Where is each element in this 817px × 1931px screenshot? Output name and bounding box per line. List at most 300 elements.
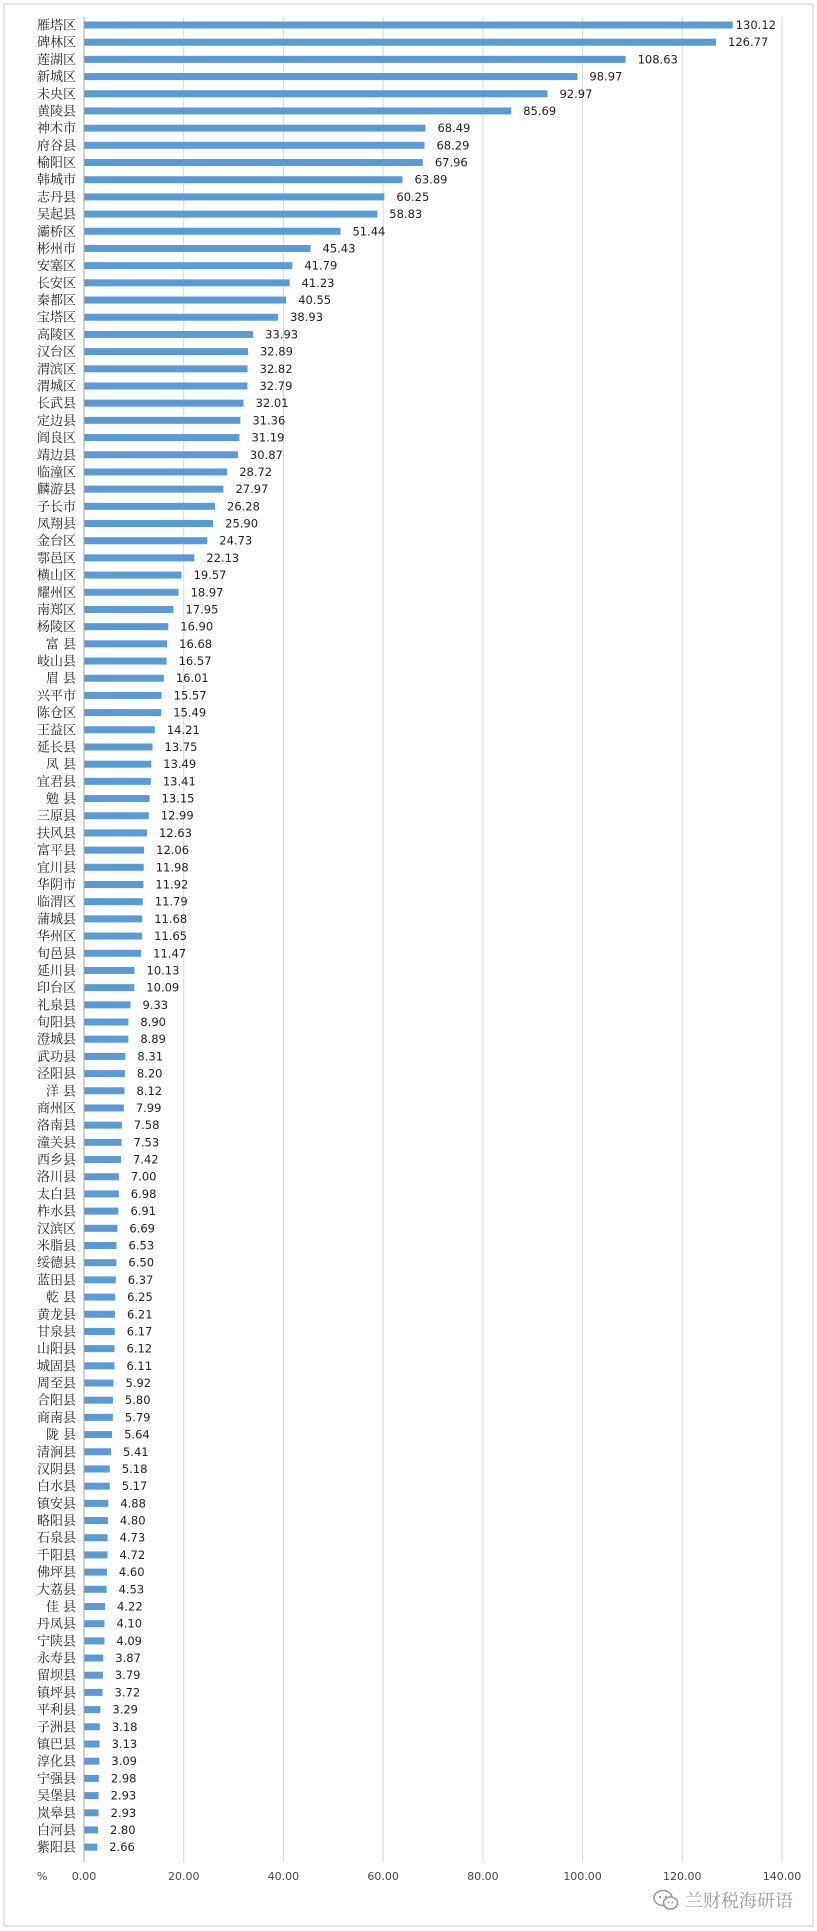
- bar: [85, 142, 425, 149]
- category-label: 新城区: [36, 70, 76, 86]
- category-label: 眉 县: [45, 671, 76, 687]
- data-label: 32.89: [259, 344, 293, 359]
- data-label: 68.49: [437, 121, 471, 136]
- data-label: 5.79: [124, 1410, 151, 1425]
- data-label: 3.13: [111, 1737, 138, 1751]
- category-label: 延长县: [36, 740, 76, 756]
- category-label: 镇坪县: [36, 1685, 76, 1701]
- bar: [85, 1844, 98, 1851]
- category-label: 陈仓区: [36, 706, 76, 722]
- x-tick-label: 0.00: [71, 1870, 97, 1883]
- data-label: 7.53: [133, 1135, 160, 1150]
- category-label: 合阳县: [36, 1393, 76, 1409]
- data-label: 31.36: [252, 413, 286, 428]
- category-label: 岐山县: [36, 654, 76, 670]
- data-label: 16.01: [175, 671, 209, 686]
- category-label: 阎良区: [36, 431, 76, 447]
- bar: [85, 915, 143, 922]
- data-label: 4.10: [116, 1616, 143, 1631]
- x-tick-label: 80.00: [467, 1870, 499, 1883]
- category-label: 白河县: [36, 1823, 76, 1839]
- bar: [85, 1569, 107, 1576]
- data-label: 11.79: [154, 894, 188, 909]
- data-label: 8.31: [137, 1049, 164, 1064]
- bar: [85, 107, 512, 114]
- bar: [85, 1534, 108, 1541]
- bar: [85, 417, 241, 424]
- category-label: 商州区: [36, 1101, 76, 1117]
- category-label: 韩城市: [36, 173, 76, 189]
- category-label: 金台区: [36, 534, 76, 550]
- category-label: 志丹县: [36, 190, 76, 206]
- category-label: 乾 县: [45, 1290, 76, 1306]
- category-label: 洛南县: [36, 1118, 76, 1134]
- bar: [85, 486, 224, 493]
- category-label: 长武县: [36, 396, 76, 412]
- bar: [85, 1483, 110, 1490]
- bar: [85, 451, 238, 458]
- data-label: 16.68: [179, 636, 213, 651]
- category-label: 佛坪县: [36, 1565, 76, 1581]
- category-label: 华州区: [36, 929, 76, 945]
- bar: [85, 812, 149, 819]
- category-label: 扶风县: [36, 826, 76, 842]
- bar: [85, 1173, 119, 1180]
- data-label: 51.44: [352, 224, 386, 239]
- category-label: 洋 县: [45, 1084, 76, 1100]
- bar: [85, 847, 145, 854]
- category-label: 陇 县: [45, 1428, 76, 1444]
- category-label: 鄠邑区: [36, 551, 76, 567]
- category-label: 莲湖区: [36, 52, 76, 68]
- x-tick-label: 140.00: [762, 1870, 802, 1883]
- data-label: 6.21: [126, 1307, 153, 1322]
- bar: [85, 1603, 106, 1610]
- bar: [85, 400, 244, 407]
- category-label: 米脂县: [36, 1238, 76, 1254]
- data-label: 11.47: [153, 946, 187, 961]
- category-label: 礼泉县: [36, 998, 76, 1014]
- data-label: 10.09: [146, 980, 180, 995]
- bar: [85, 1689, 103, 1696]
- data-label: 13.15: [161, 791, 195, 806]
- data-label: 126.77: [728, 35, 769, 50]
- data-label: 41.79: [304, 258, 338, 273]
- category-label: 甘泉县: [36, 1324, 76, 1340]
- category-label: 临潼区: [36, 465, 76, 481]
- bar: [85, 1087, 125, 1094]
- data-label: 11.92: [155, 877, 189, 892]
- watermark-text: 兰财税海研语: [685, 1891, 793, 1912]
- data-label: 4.73: [119, 1530, 146, 1545]
- bar: [85, 468, 228, 475]
- bar: [85, 864, 144, 871]
- category-label: 定边县: [36, 413, 76, 429]
- data-label: 3.09: [111, 1754, 138, 1769]
- bar: [85, 778, 151, 785]
- category-label: 横山区: [36, 568, 76, 584]
- bar: [85, 262, 293, 269]
- bar: [85, 279, 290, 286]
- bar: [85, 1586, 107, 1593]
- category-label: 南郑区: [36, 602, 76, 618]
- data-label: 10.13: [146, 963, 180, 978]
- category-label: 凤翔县: [36, 517, 76, 533]
- data-label: 11.68: [154, 911, 188, 926]
- category-label: 榆阳区: [36, 156, 76, 172]
- data-label: 5.92: [125, 1376, 152, 1391]
- category-label: 大荔县: [36, 1582, 76, 1598]
- category-label: 潼关县: [36, 1135, 76, 1151]
- bar: [85, 1758, 100, 1765]
- bar: [85, 1741, 100, 1748]
- data-label: 6.12: [126, 1341, 153, 1356]
- bar: [85, 1775, 99, 1782]
- data-label: 6.98: [130, 1186, 157, 1201]
- data-label: 13.75: [164, 739, 198, 754]
- bar: [85, 39, 717, 46]
- category-label: 黄陵县: [36, 104, 76, 120]
- bar: [85, 1448, 111, 1455]
- category-label: 山阳县: [36, 1342, 76, 1358]
- bar: [85, 1517, 108, 1524]
- bar: [85, 211, 378, 218]
- category-label: 宁陕县: [36, 1634, 76, 1650]
- data-label: 7.58: [133, 1118, 160, 1133]
- data-label: 3.87: [115, 1651, 141, 1666]
- category-label: 渭滨区: [36, 362, 76, 378]
- data-label: 26.28: [227, 499, 260, 514]
- category-label: 城固县: [36, 1359, 76, 1375]
- bar: [85, 606, 174, 613]
- category-label: 凤 县: [45, 757, 76, 773]
- bar: [85, 709, 162, 716]
- category-label: 留坝县: [36, 1668, 76, 1684]
- x-tick-label: 60.00: [367, 1870, 399, 1883]
- data-label: 5.41: [122, 1444, 149, 1459]
- category-label: 耀州区: [36, 585, 76, 601]
- data-label: 3.72: [114, 1685, 141, 1700]
- bar: [85, 1380, 114, 1387]
- data-label: 68.29: [436, 138, 470, 153]
- bar: [85, 1139, 122, 1146]
- bar: [85, 1156, 121, 1163]
- bar: [85, 1620, 105, 1627]
- data-label: 30.87: [249, 447, 283, 462]
- bar: [85, 1070, 125, 1077]
- data-label: 7.00: [130, 1169, 157, 1184]
- category-label: 碑林区: [36, 35, 76, 51]
- bar: [85, 1465, 110, 1472]
- data-label: 92.97: [559, 86, 593, 101]
- bar: [85, 761, 152, 768]
- category-label: 兴平市: [36, 688, 76, 704]
- category-label: 紫阳县: [36, 1840, 76, 1856]
- data-label: 4.22: [117, 1599, 143, 1614]
- data-label: 28.72: [239, 464, 273, 479]
- data-label: 4.53: [118, 1582, 145, 1597]
- data-label: 4.60: [118, 1565, 145, 1580]
- category-label: 汉阴县: [36, 1462, 76, 1478]
- data-label: 33.93: [265, 327, 299, 342]
- bar: [85, 1225, 118, 1232]
- data-label: 6.50: [128, 1255, 155, 1270]
- bar: [85, 1122, 122, 1129]
- category-label: 武功县: [36, 1049, 76, 1065]
- bar: [85, 1706, 101, 1713]
- data-label: 6.11: [126, 1358, 153, 1373]
- category-label: 泾阳县: [36, 1067, 76, 1083]
- bar: [85, 297, 287, 304]
- bar: [85, 193, 385, 200]
- data-label: 16.90: [180, 619, 214, 634]
- bar: [85, 795, 150, 802]
- category-label: 三原县: [36, 809, 76, 825]
- data-label: 24.73: [219, 533, 253, 548]
- category-label: 高陵区: [36, 327, 76, 343]
- category-label: 靖边县: [36, 448, 76, 464]
- bar: [85, 1259, 117, 1266]
- data-label: 38.93: [290, 310, 324, 325]
- data-label: 8.12: [136, 1083, 163, 1098]
- bar: [85, 382, 248, 389]
- category-label: 雁塔区: [36, 18, 76, 34]
- bar: [85, 331, 254, 338]
- wechat-icon: [653, 1889, 679, 1911]
- bar: [85, 984, 135, 991]
- data-label: 32.82: [259, 361, 293, 376]
- bar: [85, 1242, 117, 1249]
- bar: [85, 228, 341, 235]
- category-label: 淳化县: [36, 1754, 76, 1770]
- data-label: 11.98: [155, 860, 189, 875]
- category-label: 平利县: [36, 1703, 76, 1719]
- data-label: 9.33: [142, 997, 169, 1012]
- category-label: 勉 县: [45, 792, 76, 808]
- bar: [85, 1311, 115, 1318]
- data-label: 2.93: [110, 1805, 137, 1820]
- data-label: 13.41: [162, 774, 196, 789]
- category-label: 安塞区: [36, 259, 76, 275]
- category-label: 千阳县: [36, 1548, 76, 1564]
- data-label: 63.89: [414, 172, 448, 187]
- bar: [85, 572, 182, 579]
- data-label: 12.06: [156, 843, 190, 858]
- category-label: 白水县: [36, 1479, 76, 1495]
- data-label: 6.25: [127, 1290, 153, 1305]
- category-label: 府谷县: [36, 138, 76, 154]
- data-label: 60.25: [396, 189, 430, 204]
- bar: [85, 1104, 124, 1111]
- bar: [85, 537, 208, 544]
- bar: [85, 1328, 115, 1335]
- data-label: 5.64: [124, 1427, 150, 1442]
- bar: [85, 1345, 115, 1352]
- data-label: 8.89: [140, 1032, 166, 1047]
- bar: [85, 950, 142, 957]
- bar: [85, 1190, 119, 1197]
- category-label: 宜君县: [36, 774, 76, 790]
- data-label: 4.80: [119, 1513, 146, 1528]
- category-label: 岚皋县: [36, 1806, 76, 1822]
- bar: [85, 829, 147, 836]
- bar: [85, 1723, 100, 1730]
- data-label: 5.18: [121, 1461, 148, 1476]
- category-label: 太白县: [36, 1187, 76, 1203]
- x-tick-label: 40.00: [267, 1870, 300, 1883]
- category-label: 汉台区: [36, 345, 76, 361]
- data-label: 27.97: [235, 482, 269, 497]
- data-label: 6.91: [130, 1204, 157, 1219]
- data-label: 13.49: [163, 757, 197, 772]
- data-label: 32.01: [255, 396, 289, 411]
- bar: [85, 90, 548, 97]
- category-label: 丹凤县: [36, 1617, 76, 1633]
- bar: [85, 159, 423, 166]
- x-tick-label: 100.00: [563, 1870, 602, 1883]
- bar: [85, 176, 403, 183]
- bar: [85, 692, 162, 699]
- category-label: 宜川县: [36, 860, 76, 876]
- bar: [85, 1809, 99, 1816]
- category-label: 永寿县: [36, 1651, 76, 1667]
- bar: [85, 898, 143, 905]
- bar: [85, 967, 135, 974]
- bar: [85, 1053, 126, 1060]
- data-label: 25.90: [225, 516, 259, 531]
- category-label: 印台区: [36, 981, 76, 997]
- category-label: 渭城区: [36, 379, 76, 395]
- category-label: 柞水县: [36, 1204, 76, 1220]
- data-label: 2.93: [110, 1788, 137, 1803]
- category-label: 神木市: [36, 121, 76, 137]
- category-label: 佳 县: [45, 1599, 76, 1615]
- data-label: 7.42: [132, 1152, 159, 1167]
- data-label: 6.37: [127, 1272, 154, 1287]
- category-label: 绥德县: [36, 1256, 76, 1272]
- data-label: 15.49: [173, 705, 207, 720]
- bar: [85, 22, 733, 29]
- data-label: 45.43: [322, 241, 356, 256]
- category-label: 子长市: [36, 499, 76, 515]
- category-label: 子洲县: [36, 1720, 76, 1736]
- bar: [85, 520, 214, 527]
- bar: [85, 314, 279, 321]
- category-label: 清涧县: [36, 1445, 76, 1461]
- bar: [85, 589, 179, 596]
- data-label: 58.83: [389, 207, 423, 222]
- bar: [85, 658, 167, 665]
- bar: [85, 1672, 103, 1679]
- bar: [85, 1551, 108, 1558]
- category-label: 富平县: [36, 843, 76, 859]
- data-label: 6.53: [128, 1238, 155, 1253]
- category-label: 吴堡县: [36, 1789, 76, 1805]
- data-label: 2.98: [110, 1771, 137, 1786]
- category-label: 周至县: [36, 1376, 76, 1392]
- bar: [85, 1019, 129, 1026]
- data-label: 6.17: [126, 1324, 153, 1339]
- category-label: 长安区: [36, 276, 76, 292]
- bar: [85, 743, 153, 750]
- data-label: 7.99: [135, 1100, 162, 1115]
- data-label: 41.23: [301, 275, 335, 290]
- category-label: 华阴市: [36, 878, 76, 893]
- x-tick-label: 20.00: [167, 1870, 200, 1883]
- category-label: 临渭区: [36, 895, 76, 911]
- bar: [85, 554, 195, 561]
- data-label: 31.19: [251, 430, 285, 445]
- category-label: 蒲城县: [36, 912, 76, 928]
- bar: [85, 933, 143, 940]
- category-label: 王益区: [36, 723, 76, 739]
- data-label: 4.09: [116, 1633, 143, 1648]
- category-label: 宝塔区: [36, 310, 76, 326]
- category-label: 商南县: [36, 1410, 76, 1426]
- data-label: 2.66: [109, 1840, 135, 1855]
- category-label: 黄龙县: [36, 1307, 76, 1323]
- data-label: 8.90: [140, 1015, 166, 1030]
- category-label: 略阳县: [36, 1514, 76, 1530]
- data-label: 108.63: [637, 52, 678, 67]
- data-label: 85.69: [523, 103, 557, 118]
- data-label: 8.20: [136, 1066, 163, 1081]
- data-label: 19.57: [193, 568, 227, 583]
- bar: [85, 881, 144, 888]
- bar: [85, 1500, 109, 1507]
- bar: [85, 365, 248, 372]
- watermark: [653, 1887, 793, 1913]
- bar: [85, 1655, 104, 1662]
- data-label: 32.79: [259, 378, 293, 393]
- category-label: 延川县: [36, 963, 76, 979]
- data-label: 12.63: [158, 825, 192, 840]
- bar: [85, 1792, 99, 1799]
- data-label: 3.79: [114, 1668, 141, 1683]
- bar: [85, 1001, 131, 1008]
- category-label: 镇巴县: [36, 1737, 76, 1753]
- bar: [85, 1431, 113, 1438]
- data-label: 4.72: [119, 1547, 146, 1562]
- category-label: 宁强县: [36, 1771, 76, 1787]
- bar: [85, 503, 216, 510]
- bar: [85, 434, 240, 441]
- data-label: 15.57: [173, 688, 207, 703]
- data-label: 17.95: [185, 602, 219, 617]
- bar: [85, 125, 426, 132]
- bar: [85, 348, 248, 355]
- bar: [85, 56, 626, 63]
- category-label: 澄城县: [36, 1032, 76, 1048]
- data-label: 6.69: [129, 1221, 155, 1236]
- data-label: 14.21: [166, 722, 200, 737]
- data-label: 11.65: [154, 929, 188, 944]
- bar: [85, 1208, 119, 1215]
- data-label: 3.18: [111, 1719, 138, 1734]
- bar: [85, 640, 168, 647]
- category-label: 未央区: [36, 87, 76, 103]
- data-label: 130.12: [735, 18, 776, 32]
- category-label: 石泉县: [36, 1531, 76, 1547]
- unit-label: %: [37, 1870, 48, 1883]
- bar: [85, 1414, 113, 1421]
- bar: [85, 1637, 105, 1644]
- category-label: 洛川县: [36, 1170, 76, 1186]
- data-label: 22.13: [206, 550, 240, 565]
- data-label: 2.80: [109, 1822, 136, 1837]
- category-label: 镇安县: [36, 1496, 76, 1512]
- data-label: 67.96: [434, 155, 468, 170]
